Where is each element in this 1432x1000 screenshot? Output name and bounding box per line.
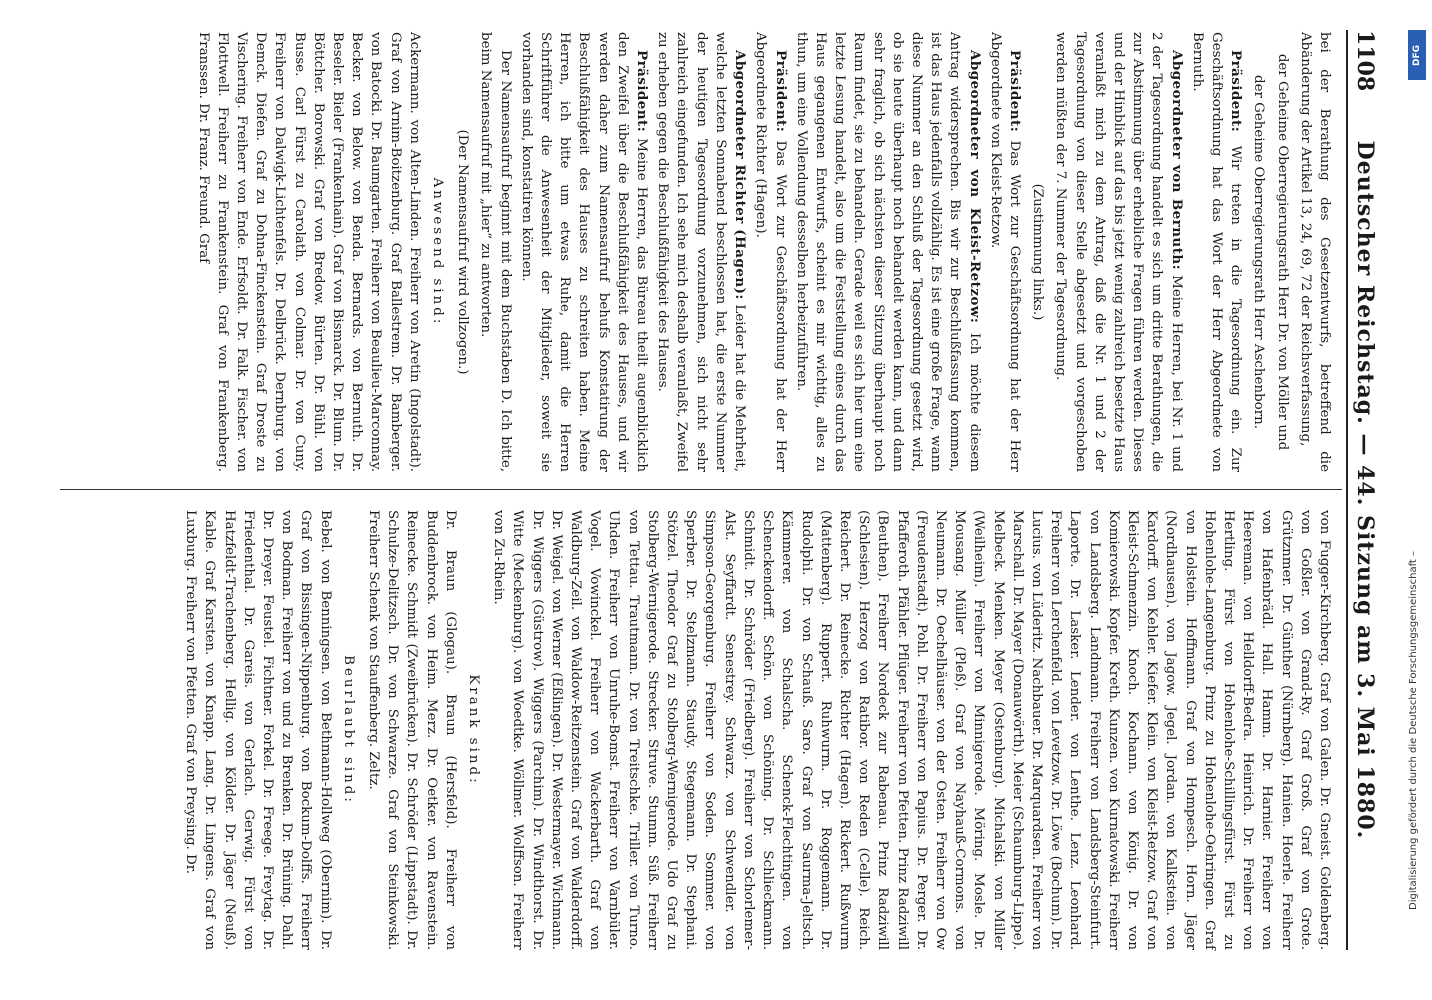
speaker: Präsident: — [772, 50, 789, 133]
paragraph: Präsident: Wir treten in die Tagesordnung ein. Zur Geschäftsordnung hat das Wort der Herr Abgeordnete von Bernuth. — [1189, 32, 1245, 472]
paragraph: Präsident: Das Wort zur Geschäftsordnung hat der Herr Abgeordnete Richter (Hagen). — [753, 32, 789, 472]
interjection: (Der Namensaufruf wird vollzogen.) — [455, 129, 471, 375]
name-list: Dr. Braun (Glogau). Braun (Hersfeld). Freiherr von Buddenbrock. von Heim. Merz. Dr. Oetker. von Ravenstein. Reinecke. Schmidt (Zweibrücken). Dr. Schröder (Lippstadt). Dr. Schulze-Delitzsch. Dr. von Schwarze. Graf von Steinkowski. Freiherr Schenk von Stauffenberg. Zeltz. — [366, 510, 458, 950]
page-number: 1108 — [1352, 30, 1378, 92]
header-rule — [1346, 30, 1348, 950]
name-list: von Fugger-Kirchberg. Graf von Galen. Dr. Gneist. Goldenberg. von Goßler. von Grand-Ry. Graf Groß. Graf von Grote. Grütznmer. Dr. Günther (Nürnberg). Hanien. Hoerle. Freiherr von Hafenbrädl. Hall. Hamm. Dr. Harnier. Freiherr von Heereman. von Helldorff-Bedra. Heinrich. Dr. Freiherr von Hertling. Fürst von Hohenlohe-Schillingsfürst. Fürst zu Hohenlohe-Langenburg. Prinz zu Hohenlohe-Oehringen. Graf von Holstein. Hoffmann. Graf von Hompesch. Horn. Jäger (Nordhausen). von Jagow. Jegel. Jordan. von Kalkstein. von Kardorff. von Kehler. Kiefer. Klein. von Kleist-Retzow. Graf von Kleist-Schmenzin. Knoch. Kochann. von König. Dr. von Komierowski. Kopfer. Kreth. Kunzen. von Kurnatowski. Freiherr von Landsberg. Landmann. Freiherr von Landsberg-Steinfurt. Laporte. Dr. Lasker. Lender. von Lenthe. Lenz. Leonhard. Freiherr von Lerchenfeld. von Levetzow. Dr. Löwe (Bochum). Dr. Lucius. von Lüderitz. Nachbauer. Dr. Marquardsen. Freiherr von Marschall. Dr. Mayer (Donauwörth). Meier (Schaumburg-Lippe). Melbeck. Menken. Meyer (Ostenburg). Michalski. von Miller (Weilheim). Freiherr von Minnigerode. Möring. Mosle. Dr. Mousang. Müller (Pleß). Graf von Nayhauß-Cormons. von Neumann. Dr. Oechelhäuser. von der Osten. Freiherr von Ow (Freudenstadt). Pohl. Dr. Freiherr von Papius. Dr. Perger. Dr. Pfafferoth. Pfähler. Pflüger. Freiherr von Pfetten. Prinz Radziwill (Beuthen). Freiherr Nordeck zur Rabenau. Prinz Radziwill (Schlesien). Herzog von Ratibor. von Reden (Celle). Reich. Reichert. Dr. Reinecke. Richter (Hagen). Rickert. Rußwurm (Mattenberg). Ruppert. Ruhwurm. Dr. Roggemann. Dr. Rudolphi. Dr. von Schauß. Saro. Graf von Saurma-Jeltsch. Kämmerer. von Schalscha. Schenck-Flechtingen. von Schenckendorff. Schön. von Schöning. Dr. Schlieckmann. Schmidt. Dr. Schröder (Friedberg). Freiherr von Schorlemer-Alst. Seyffardt. Senestrey. Schwarz. von Schwendler. von Simpson-Georgenburg. Freiherr von Soden. Sommer. von Sperber. Dr. Stelzmann. Staudy. Stegemann. Dr. Stephani. Stötzel. Theodor Graf zu Stolberg-Wernigerode. Udo Graf zu Stolberg-Wernigerode. Strecker. Struve. Stumm. Süß. Freiherr von Tettau. Trautmann. Dr. von Treitschke. Triller. von Turno. Uhden. Freiherr von Unruhe-Bomst. Freiherr von Varnbüler. Vogel. Vowinckel. Freiherr von Wackerbarth. Graf von Waldburg-Zeil. von Waldow-Reitzenstein. Graf von Walderdorff. Dr. Weigel. von Werner (Eßlingen). Dr. Westermayer. Wichmann. Dr. Wiggers (Güstrow). Wiggers (Parchim). Dr. Windthorst. Dr. Witte (Meckenburg). von Woedtke. Wöllmer. Wolffson. Freiherr von Zu-Rhein. — [491, 510, 1332, 950]
speaker: Präsident: — [1228, 50, 1245, 133]
speaker: Abgeordneter von Bernuth: — [1168, 50, 1185, 271]
speaker: Präsident: — [1006, 50, 1023, 133]
page-title: Deutscher Reichstag. — 44. Sitzung am 3. Mai 1880. — [1352, 140, 1378, 840]
interjection: (Zustimmung links.) — [1030, 183, 1046, 321]
section-heading-present: Anwesend sind: — [430, 177, 446, 327]
column-divider — [60, 489, 1342, 490]
paragraph: Abgeordneter von Kleist-Retzow: Ich möchte diesem Antrag widersprechen. Bis wir zur Beschlußfassung kommen, ist das Haus jedenfalls vollzählig. Es ist eine große Frage, wann diese Nummer an den Schluß der Tagesordnung gesetzt wird, ob sie heute überhaupt noch behandelt werden kann, und dann sehr fraglich, ob sich nächsten dieser Sitzung überhaupt noch Raum findet, sie zu behandeln. Gerade weil es sich hier um eine letzte Lesung handelt, also um die Feststellung eines durch das Haus gegangenen Entwurfs, scheint es mir wichtig, alles zu thun, um eine Vollendung desselben herbeizuführen. — [793, 32, 983, 473]
right-column — [179, 510, 1334, 950]
paragraph: der Geheime Oberregierungsrath Herr Aschenborn. — [1251, 75, 1267, 429]
paragraph: Präsident: Das Wort zur Geschäftsordnung hat der Herr Abgeordnete von Kleist-Retzow. — [987, 32, 1023, 472]
paragraph: Abgeordneter Richter (Hagen): Leider hat die Mehrheit, welche letzten Sonnabend beschlossen hat, die erste Nummer der heutigen Tagesordnung vorzunehmen, sich nicht sehr zahlreich eingefunden. Ich sehe mich deshalb veranlaßt, Zweifel zu erheben gegen die Beschlußfähigkeit des Hauses. — [655, 32, 749, 472]
paragraph: Abgeordneter von Bernuth: Meine Herren, bei Nr. 1 und 2 der Tagesordnung handelt es sich um dritte Berathungen, die zur Abstimmung über erhebliche Fragen führen werden. Dieses und der Hinblick auf das bis jetzt wenig zahlreich besetzte Haus veranlaßt mich zu dem Antrag, daß die Nr. 1 und 2 der Tagesordnung von dieser Stelle abgesetzt und vorgeschoben werden müßten der 7. Nummer der Tagesordnung. — [1053, 32, 1185, 472]
speaker: Abgeordneter Richter (Hagen): — [732, 50, 749, 300]
name-list: Bebel. von Benningsen. von Bethmann-Hollweg (Obernim). Dr. Graf von Bissingen-Nippenburg. von Bockum-Dolffs. Freiherr von Bodman. Freiherr von und zu Brenken. Dr. Brüning. Dahl. Dr. Dreyer. Feustel. Fichtner. Forkel. Dr. Freege. Freytag. Dr. Friedenthal. Dr. Gareis. von Gerlach. Gerwig. Fürst von Hatzfeldt-Trachenberg. Hellig. von Kölder. Dr. Jäger (Neuß). Kable. Graf Karsten. von Knapp. Lang. Dr. Lingens. Graf von Luxburg. Freiherr von Pfetten. Graf von Preysing. Dr. — [183, 510, 333, 950]
speaker: Präsident: — [634, 50, 651, 133]
name-list: Ackermann. von Alten-Linden. Freiherr von Aretin (Ingolstadt). Graf von Arnim-Boitzenburg. Graf Ballestrem. Dr. Bamberger. von Batocki. Dr. Baumgarten. Freiherr von Beaulieu-Marconnay. Becker. von Below. von Benda. Bernards. von Bernuth. Dr. Beseler. Bieler (Frankenhain). Graf von Bismarck. Dr. Blum. Dr. Böttcher. Borowski. Graf von Bredow. Bürten. Dr. Bühl. von Busse. Carl Fürst zu Carolath. von Colmar. Dr. von Cuny. Freiherr von Dalwigk-Lichtenfels. Dr. Delbrück. Dernburg. von Demck. Diefen. Graf zu Dohna-Finckenstein. Graf Droste zu Vischering. Freiherr von Ende. Erfsoldt. Dr. Falk. Fischer. von Flottwell. Freiherr zu Frankenstein. Graf von Frankenberg. Franssen. Dr. Franz. Freund. Graf — [195, 32, 422, 472]
left-column — [191, 32, 1334, 472]
digitization-text: Digitalisierung gefördert durch die Deutsche Forschungsgemeinschaft – — [1408, 550, 1419, 910]
page-header — [1346, 30, 1382, 950]
paragraph: Der Namensaufruf beginnt mit dem Buchstaben D. Ich bitte, beim Namensaufruf mit „hier“ zu antworten. — [478, 32, 513, 472]
speaker: Abgeordneter von Kleist-Retzow: — [966, 50, 983, 324]
paragraph: der Geheime Oberregierungsrath Herr Dr. von Möller und — [1274, 53, 1290, 451]
paragraph: bei der Berathung des Gesetzentwurfs, betreffend die Abänderung der Artikel 13, 24, 69, 72 der Reichsverfassung, — [1297, 32, 1332, 472]
section-heading-sick: Krank sind: — [466, 674, 482, 786]
dfg-logo: DFG — [1408, 30, 1426, 80]
digitization-notice — [1408, 30, 1426, 970]
section-heading-leave: Beurlaubt sind: — [340, 655, 356, 805]
paragraph: Präsident: Meine Herren, das Büreau theilt augenblicklich den Zweifel über die Beschlußfähigkeit des Hauses, und wir werden daher zum Namensaufruf behufs Konstatirung der Beschlußfähigkeit des Hauses zu schreiten haben. Meine Herren, ich bitte um etwas Ruhe, damit die Herren Schriftführer die Anwesenheit der Mitglieder, soweit sie vorhanden sind, konstatiren können. — [518, 32, 651, 472]
